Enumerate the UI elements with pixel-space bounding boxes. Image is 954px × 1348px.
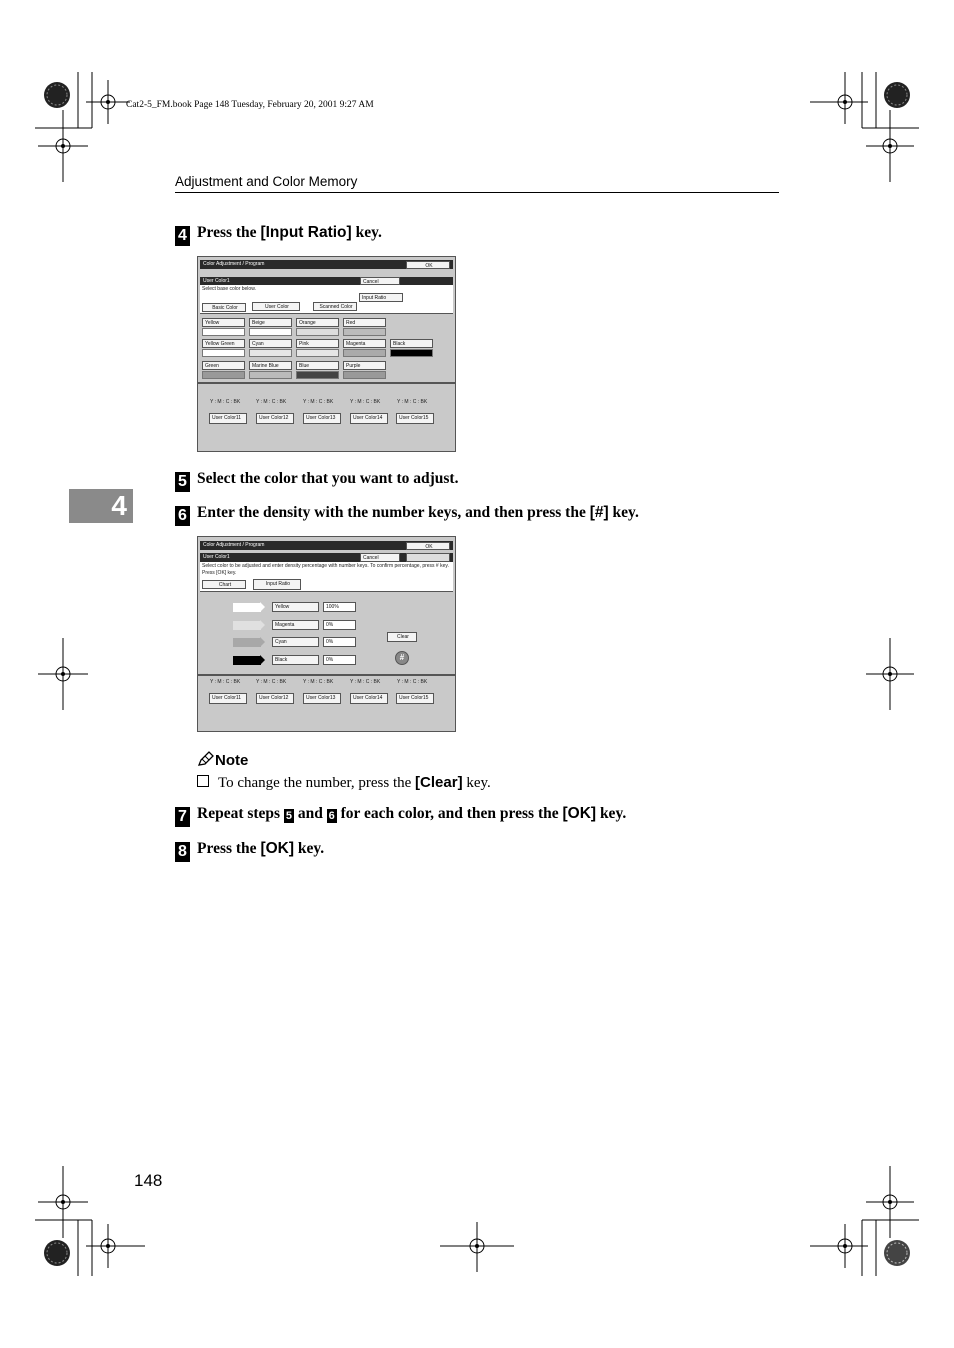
note-heading: Note xyxy=(197,751,248,769)
user-color-15-button[interactable]: User Color15 xyxy=(396,693,434,704)
tab-basic-color[interactable]: Basic Color xyxy=(202,303,246,312)
color-black-button[interactable]: Black xyxy=(390,339,433,348)
black-row-button[interactable]: Black xyxy=(272,655,319,665)
hash-key: [#] xyxy=(589,504,609,521)
step-number: 5 xyxy=(175,472,190,492)
section-title: Adjustment and Color Memory xyxy=(175,174,358,189)
ok-key: [OK] xyxy=(562,805,597,822)
yellow-row-button[interactable]: Yellow xyxy=(272,602,319,612)
user-color-11-button[interactable]: User Color11 xyxy=(209,413,247,424)
user-color-12-button[interactable]: User Color12 xyxy=(256,693,294,704)
black-value: 0% xyxy=(323,655,356,665)
color-purple-button[interactable]: Purple xyxy=(343,361,386,370)
color-red-button[interactable]: Red xyxy=(343,318,386,327)
color-pink-button[interactable]: Pink xyxy=(296,339,339,348)
user-color-12-button[interactable]: User Color12 xyxy=(256,413,294,424)
ok-button[interactable]: OK xyxy=(406,261,450,269)
input-ratio-button[interactable]: Input Ratio xyxy=(359,293,403,302)
cancel-button[interactable]: Cancel xyxy=(360,277,400,285)
header-rule xyxy=(175,192,779,193)
screen-title-bar: Color Adjustment / Program xyxy=(200,260,453,269)
magenta-value: 0% xyxy=(323,620,356,630)
screen-color-adjustment-1: Color Adjustment / Program OK User Color1 Cancel Select base color below. Input Ratio Basic Color User Color Scanned Color Yellow Beige Orange Red Yellow Green Cyan Pink Magenta Black Green Marine Blue Blue Purple Y : M : C : BK Y : M : C : BK Y : M : C : BK Y : M : C : BK Y : M : C : BK User Color11 User Color12 User Color13 User Color14 User Color15 xyxy=(197,256,456,452)
color-beige-button[interactable]: Beige xyxy=(249,318,292,327)
step-number: 8 xyxy=(175,842,190,862)
step-8: 8 Press the [OK] key. xyxy=(175,840,324,862)
user-color-11-button[interactable]: User Color11 xyxy=(209,693,247,704)
instruction-text: Select color to be adjusted and enter density percentage with number keys. To confirm percentage, press # key. xyxy=(202,563,449,569)
cyan-value: 0% xyxy=(323,637,356,647)
clear-key: [Clear] xyxy=(415,774,463,791)
color-green-button[interactable]: Green xyxy=(202,361,245,370)
step-ref-5: 5 xyxy=(285,810,293,822)
step-number: 6 xyxy=(175,506,190,526)
user-color-15-button[interactable]: User Color15 xyxy=(396,413,434,424)
cancel-button[interactable]: Cancel xyxy=(360,553,400,562)
user-color-13-button[interactable]: User Color13 xyxy=(303,693,341,704)
clear-button[interactable]: Clear xyxy=(387,632,417,642)
instruction-text: Select base color below. xyxy=(202,286,256,292)
user-color-14-button[interactable]: User Color14 xyxy=(350,413,388,424)
color-blue-button[interactable]: Blue xyxy=(296,361,339,370)
cyan-row-button[interactable]: Cyan xyxy=(272,637,319,647)
color-magenta-button[interactable]: Magenta xyxy=(343,339,386,348)
ok-button[interactable]: OK xyxy=(406,542,450,550)
screen-title-bar: Color Adjustment / Program xyxy=(200,541,453,550)
registration-target-icon xyxy=(44,82,910,1266)
instruction-text-2: Press [OK] key. xyxy=(202,570,237,576)
step-6: 6 Enter the density with the number keys, and then press the [#] key. xyxy=(175,504,639,526)
step-4: 4 Press the [Input Ratio] key. xyxy=(175,224,382,246)
color-yellow-green-button[interactable]: Yellow Green xyxy=(202,339,245,348)
hash-button[interactable]: # xyxy=(395,651,409,665)
screen-color-adjustment-2: Color Adjustment / Program OK User Color1 Cancel Select color to be adjusted and enter density percentage with number keys. To confirm percentage, press # key. Press [OK] key. Chart Input Ratio Yellow 100% Magenta 0% Cyan 0% Black 0% Clear # Y : M : C : BK Y : M : C : BK Y : M : C : BK Y : M : C : BK Y : M : C : BK User Color11 User Color12 User Color13 User Color14 User Color15 xyxy=(197,536,456,732)
step-ref-6: 6 xyxy=(328,810,335,822)
tab-chart[interactable]: Chart xyxy=(202,580,246,589)
pencil-icon xyxy=(197,751,215,767)
page-number: 148 xyxy=(134,1171,163,1190)
color-yellow-button[interactable]: Yellow xyxy=(202,318,245,327)
color-marine-blue-button[interactable]: Marine Blue xyxy=(249,361,292,370)
step-5: 5 Select the color that you want to adjust. xyxy=(175,470,458,492)
disabled-button xyxy=(406,553,450,562)
book-info-line: Cat2-5_FM.book Page 148 Tuesday, February 20, 2001 9:27 AM xyxy=(126,100,374,110)
screen-subtitle-bar: User Color1 xyxy=(200,277,453,285)
input-ratio-key: [Input Ratio] xyxy=(260,224,352,241)
step-number: 7 xyxy=(175,807,190,827)
color-orange-button[interactable]: Orange xyxy=(296,318,339,327)
color-cyan-button[interactable]: Cyan xyxy=(249,339,292,348)
tab-user-color[interactable]: User Color xyxy=(252,302,300,311)
step-7: 7 Repeat steps 5 and 6 for each color, and then press the [OK] key. xyxy=(175,805,626,827)
user-color-13-button[interactable]: User Color13 xyxy=(303,413,341,424)
note-item: To change the number, press the [Clear] key. xyxy=(197,774,491,792)
yellow-value: 100% xyxy=(323,602,356,612)
tab-input-ratio[interactable]: Input Ratio xyxy=(253,579,301,590)
user-color-14-button[interactable]: User Color14 xyxy=(350,693,388,704)
tab-scanned-color[interactable]: Scanned Color xyxy=(313,302,357,311)
magenta-row-button[interactable]: Magenta xyxy=(272,620,319,630)
step-number: 4 xyxy=(175,226,190,246)
screen-subtitle-bar: User Color1 xyxy=(200,553,453,562)
ok-key: [OK] xyxy=(260,840,295,857)
checkbox-bullet-icon xyxy=(197,775,209,787)
chapter-tab: 4 xyxy=(69,489,133,523)
